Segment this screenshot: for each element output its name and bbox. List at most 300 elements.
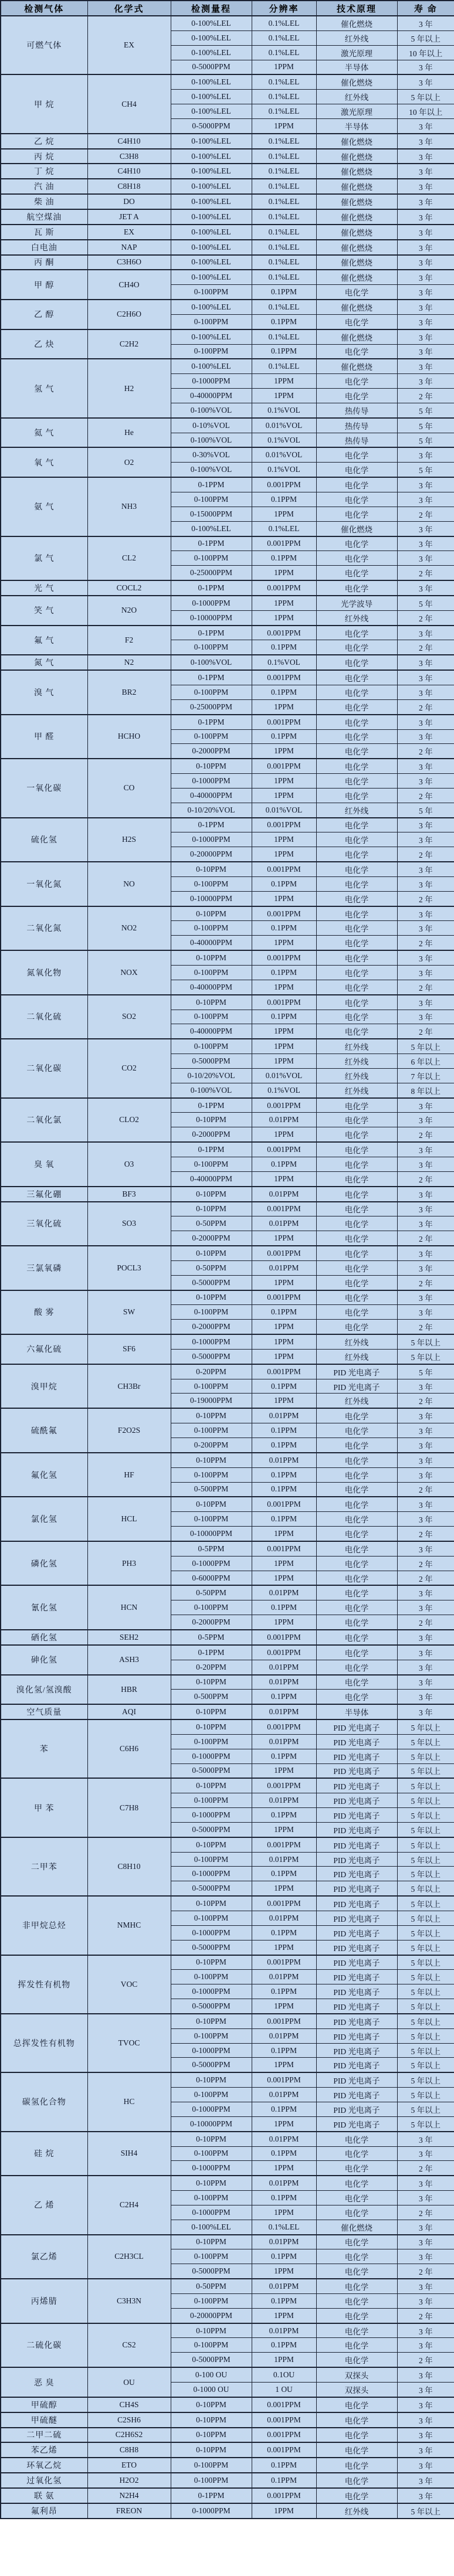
principle-cell: 热传导: [316, 418, 397, 433]
range-cell: 0-1PPM: [171, 715, 252, 729]
range-cell: 0-20PPM: [171, 1660, 252, 1674]
range-cell: 0-2000PPM: [171, 1231, 252, 1246]
formula-cell: OU: [87, 2367, 171, 2397]
range-cell: 0-1PPM: [171, 536, 252, 551]
range-cell: 0-1000PPM: [171, 2102, 252, 2116]
range-cell: 0-100%LEL: [171, 16, 252, 30]
table-row: [1, 1630, 454, 1645]
lifespan-cell: 2 年: [397, 507, 454, 521]
range-cell: 0-100%LEL: [171, 521, 252, 536]
table-row: [1, 1585, 454, 1600]
resolution-cell: 0.1PPM: [252, 2338, 316, 2353]
range-cell: 0-100%LEL: [171, 134, 252, 149]
principle-cell: 电化学: [316, 2488, 397, 2503]
resolution-cell: 0.1%LEL: [252, 134, 316, 149]
gas-name-cell: 氢 气: [1, 359, 87, 417]
lifespan-cell: 2 年: [397, 891, 454, 906]
range-cell: 0-10PPM: [171, 2132, 252, 2146]
formula-cell: N2H4: [87, 2488, 171, 2503]
range-cell: 0-1000PPM: [171, 2043, 252, 2058]
formula-cell: DO: [87, 194, 171, 209]
lifespan-cell: 3 年: [397, 715, 454, 729]
resolution-cell: 0.1PPM: [252, 1010, 316, 1024]
gas-name-cell: 甲硫醚: [1, 2412, 87, 2428]
gas-name-cell: 柴 油: [1, 194, 87, 209]
gas-name-cell: 氯化氢: [1, 1497, 87, 1541]
range-cell: 0-100PPM: [171, 729, 252, 744]
principle-cell: 电化学: [316, 1556, 397, 1571]
resolution-cell: 1PPM: [252, 1275, 316, 1290]
formula-cell: TVOC: [87, 2014, 171, 2072]
lifespan-cell: 5 年: [397, 403, 454, 417]
gas-name-cell: 碳氢化合物: [1, 2072, 87, 2131]
range-cell: 0-100%LEL: [171, 45, 252, 60]
formula-cell: CLO2: [87, 1098, 171, 1143]
principle-cell: 电化学: [316, 699, 397, 714]
lifespan-cell: 3 年: [397, 1246, 454, 1260]
resolution-cell: 0.1PPM: [252, 685, 316, 699]
resolution-cell: 0.01PPM: [252, 1970, 316, 1984]
gas-name-cell: 乙 醇: [1, 300, 87, 329]
formula-cell: POCL3: [87, 1246, 171, 1290]
principle-cell: 电化学: [316, 1216, 397, 1231]
table-row: [1, 906, 454, 921]
resolution-cell: 0.001PPM: [252, 670, 316, 685]
lifespan-cell: 3 年: [397, 670, 454, 685]
principle-cell: 电化学: [316, 374, 397, 389]
range-cell: 0-100%VOL: [171, 403, 252, 417]
range-cell: 0-20000PPM: [171, 2308, 252, 2323]
table-row: [1, 1955, 454, 1970]
principle-cell: 电化学: [316, 640, 397, 655]
range-cell: 0-100PPM: [171, 1512, 252, 1527]
gas-name-cell: 硫化氢: [1, 818, 87, 862]
principle-cell: 激光原理: [316, 104, 397, 119]
formula-cell: H2S: [87, 818, 171, 862]
formula-cell: C2H6S2: [87, 2428, 171, 2443]
resolution-cell: 0.1PPM: [252, 1512, 316, 1527]
resolution-cell: 0.1PPM: [252, 966, 316, 980]
gas-name-cell: 汽 油: [1, 179, 87, 194]
lifespan-cell: 3 年: [397, 1541, 454, 1556]
resolution-cell: 1PPM: [252, 744, 316, 759]
resolution-cell: 1PPM: [252, 2308, 316, 2323]
principle-cell: 电化学: [316, 744, 397, 759]
range-cell: 0-100%LEL: [171, 225, 252, 240]
lifespan-cell: 5 年以上: [397, 1984, 454, 1999]
resolution-cell: 0.1PPM: [252, 1867, 316, 1881]
lifespan-cell: 3 年: [397, 1600, 454, 1615]
gas-name-cell: 甲 醇: [1, 270, 87, 300]
resolution-cell: 0.01PPM: [252, 1675, 316, 1690]
range-cell: 0-100PPM: [171, 1467, 252, 1482]
resolution-cell: 1PPM: [252, 1231, 316, 1246]
lifespan-cell: 3 年: [397, 285, 454, 300]
lifespan-cell: 3 年: [397, 1260, 454, 1275]
principle-cell: PID 光电离子: [316, 1852, 397, 1867]
range-cell: 0-40000PPM: [171, 1171, 252, 1186]
resolution-cell: 0.1PPM: [252, 1467, 316, 1482]
resolution-cell: 0.001PPM: [252, 1142, 316, 1157]
lifespan-cell: 3 年: [397, 1216, 454, 1231]
gas-name-cell: 空气质量: [1, 1704, 87, 1719]
principle-cell: PID 光电离子: [316, 1749, 397, 1763]
lifespan-cell: 3 年: [397, 344, 454, 359]
range-cell: 0-1PPM: [171, 818, 252, 832]
lifespan-cell: 2 年: [397, 610, 454, 625]
range-cell: 0-30%VOL: [171, 447, 252, 462]
resolution-cell: 0.001PPM: [252, 1719, 316, 1734]
range-cell: 0-2000PPM: [171, 1320, 252, 1334]
lifespan-cell: 3 年: [397, 240, 454, 255]
gas-name-cell: 溴甲烷: [1, 1364, 87, 1409]
lifespan-cell: 3 年: [397, 2458, 454, 2473]
principle-cell: 电化学: [316, 2308, 397, 2323]
table-row: [1, 2072, 454, 2087]
range-cell: 0-10PPM: [171, 1113, 252, 1127]
range-cell: 0-1PPM: [171, 1142, 252, 1157]
table-row: [1, 670, 454, 685]
gas-name-cell: 总挥发性有机物: [1, 2014, 87, 2072]
table-row: [1, 240, 454, 255]
gas-name-cell: 恶 臭: [1, 2367, 87, 2397]
gas-name-cell: 氧 气: [1, 447, 87, 477]
formula-cell: NMHC: [87, 1896, 171, 1955]
range-cell: 0-10/20%VOL: [171, 803, 252, 817]
principle-cell: 电化学: [316, 1467, 397, 1482]
resolution-cell: 0.01PPM: [252, 1734, 316, 1749]
formula-cell: CH4S: [87, 2397, 171, 2412]
lifespan-cell: 3 年: [397, 2249, 454, 2264]
lifespan-cell: 5 年以上: [397, 1940, 454, 1955]
lifespan-cell: 2 年: [397, 980, 454, 994]
lifespan-cell: 3 年: [397, 1497, 454, 1511]
resolution-cell: 1PPM: [252, 847, 316, 862]
range-cell: 0-1000PPM: [171, 2205, 252, 2220]
principle-cell: 电化学: [316, 774, 397, 789]
resolution-cell: 0.1%VOL: [252, 463, 316, 477]
resolution-cell: 0.1PPM: [252, 1600, 316, 1615]
principle-cell: 催化燃烧: [316, 270, 397, 284]
principle-cell: 电化学: [316, 847, 397, 862]
formula-cell: C3H6O: [87, 255, 171, 270]
lifespan-cell: 3 年: [397, 314, 454, 329]
range-cell: 0-5000PPM: [171, 1999, 252, 2014]
lifespan-cell: 3 年: [397, 2323, 454, 2338]
resolution-cell: 0.001PPM: [252, 1896, 316, 1911]
formula-cell: FREON: [87, 2503, 171, 2519]
lifespan-cell: 3 年: [397, 1512, 454, 1527]
gas-name-cell: 氟 气: [1, 626, 87, 655]
resolution-cell: 0.1PPM: [252, 2249, 316, 2264]
lifespan-cell: 5 年以上: [397, 1793, 454, 1808]
range-cell: 0-10000PPM: [171, 1527, 252, 1541]
resolution-cell: 0.1PPM: [252, 1808, 316, 1823]
range-cell: 0-1000PPM: [171, 1925, 252, 1940]
gas-name-cell: 二氧化氯: [1, 1098, 87, 1143]
principle-cell: PID 光电离子: [316, 1793, 397, 1808]
principle-cell: 催化燃烧: [316, 240, 397, 255]
resolution-cell: 1PPM: [252, 1320, 316, 1334]
table-row: [1, 1364, 454, 1379]
table-row: [1, 862, 454, 876]
lifespan-cell: 2 年: [397, 2264, 454, 2279]
lifespan-cell: 5 年以上: [397, 2503, 454, 2519]
principle-cell: 电化学: [316, 551, 397, 566]
formula-cell: JET A: [87, 209, 171, 225]
table-row: [1, 74, 454, 89]
principle-cell: 电化学: [316, 1275, 397, 1290]
table-row: [1, 1290, 454, 1305]
resolution-cell: 0.1PPM: [252, 1157, 316, 1171]
range-cell: 0-100PPM: [171, 1793, 252, 1808]
range-cell: 0-10PPM: [171, 2072, 252, 2087]
principle-cell: 半导体: [316, 60, 397, 74]
table-row: [1, 447, 454, 462]
resolution-cell: 0.001PPM: [252, 1246, 316, 1260]
table-row: [1, 2428, 454, 2443]
lifespan-cell: 3 年: [397, 1290, 454, 1305]
resolution-cell: 0.1%VOL: [252, 403, 316, 417]
range-cell: 0-100%LEL: [171, 300, 252, 314]
lifespan-cell: 3 年: [397, 1423, 454, 1438]
principle-cell: PID 光电离子: [316, 2072, 397, 2087]
formula-cell: C7H8: [87, 1778, 171, 1837]
table-row: [1, 1675, 454, 1690]
principle-cell: 电化学: [316, 447, 397, 462]
gas-name-cell: 三氧化硫: [1, 1202, 87, 1246]
lifespan-cell: 3 年: [397, 2235, 454, 2249]
range-cell: 0-1000PPM: [171, 1808, 252, 1823]
table-row: [1, 1246, 454, 1260]
principle-cell: PID 光电离子: [316, 2058, 397, 2072]
resolution-cell: 1PPM: [252, 788, 316, 803]
lifespan-cell: 5 年以上: [397, 2014, 454, 2028]
lifespan-cell: 3 年: [397, 2367, 454, 2382]
resolution-cell: 1PPM: [252, 2205, 316, 2220]
resolution-cell: 0.1PPM: [252, 2458, 316, 2473]
range-cell: 0-1000PPM: [171, 374, 252, 389]
principle-cell: 电化学: [316, 950, 397, 965]
range-cell: 0-1PPM: [171, 626, 252, 640]
resolution-cell: 1PPM: [252, 1940, 316, 1955]
formula-cell: HBR: [87, 1675, 171, 1705]
resolution-cell: 0.1PPM: [252, 2473, 316, 2488]
gas-name-cell: 氨 气: [1, 477, 87, 536]
principle-cell: 电化学: [316, 2338, 397, 2353]
gas-name-cell: 二甲二硫: [1, 2428, 87, 2443]
gas-name-cell: 二氧化碳: [1, 1039, 87, 1097]
principle-cell: 电化学: [316, 1187, 397, 1202]
resolution-cell: 1PPM: [252, 1556, 316, 1571]
range-cell: 0-5000PPM: [171, 1881, 252, 1896]
range-cell: 0-100PPM: [171, 2249, 252, 2264]
table-row: [1, 1408, 454, 1423]
resolution-cell: 0.01PPM: [252, 1585, 316, 1600]
resolution-cell: 0.1PPM: [252, 876, 316, 891]
lifespan-cell: 5 年以上: [397, 1763, 454, 1778]
resolution-cell: 1PPM: [252, 1527, 316, 1541]
range-cell: 0-100PPM: [171, 2088, 252, 2102]
lifespan-cell: 3 年: [397, 1704, 454, 1719]
range-cell: 0-100%LEL: [171, 30, 252, 45]
resolution-cell: 1PPM: [252, 1039, 316, 1053]
range-cell: 0-40000PPM: [171, 980, 252, 994]
formula-cell: F2O2S: [87, 1408, 171, 1453]
principle-cell: 电化学: [316, 2176, 397, 2190]
gas-name-cell: 瓦 斯: [1, 225, 87, 240]
range-cell: 0-1000PPM: [171, 774, 252, 789]
range-cell: 0-100PPM: [171, 1010, 252, 1024]
resolution-cell: 1PPM: [252, 1349, 316, 1364]
table-row: [1, 536, 454, 551]
range-cell: 0-50PPM: [171, 1216, 252, 1231]
range-cell: 0-10%VOL: [171, 418, 252, 433]
lifespan-cell: 3 年: [397, 2428, 454, 2443]
resolution-cell: 0.1PPM: [252, 314, 316, 329]
principle-cell: PID 光电离子: [316, 2043, 397, 2058]
gas-name-cell: 丙 酮: [1, 255, 87, 270]
lifespan-cell: 5 年以上: [397, 1911, 454, 1926]
table-row: [1, 179, 454, 194]
principle-cell: 电化学: [316, 862, 397, 876]
resolution-cell: 1PPM: [252, 1127, 316, 1142]
principle-cell: PID 光电离子: [316, 1911, 397, 1926]
principle-cell: 催化燃烧: [316, 134, 397, 149]
lifespan-cell: 2 年: [397, 847, 454, 862]
table-row: [1, 2503, 454, 2519]
lifespan-cell: 3 年: [397, 2279, 454, 2293]
principle-cell: 电化学: [316, 285, 397, 300]
lifespan-cell: 2 年: [397, 2353, 454, 2367]
table-row: [1, 134, 454, 149]
table-row: [1, 1453, 454, 1467]
gas-name-cell: 氮氧化物: [1, 950, 87, 995]
resolution-cell: 0.01%VOL: [252, 418, 316, 433]
principle-cell: PID 光电离子: [316, 1999, 397, 2014]
lifespan-cell: 5 年以上: [397, 1334, 454, 1349]
lifespan-cell: 2 年: [397, 788, 454, 803]
formula-cell: N2: [87, 655, 171, 670]
principle-cell: 红外线: [316, 1083, 397, 1097]
lifespan-cell: 2 年: [397, 2205, 454, 2220]
principle-cell: 电化学: [316, 1305, 397, 1320]
principle-cell: 电化学: [316, 2458, 397, 2473]
gas-name-cell: 溴 气: [1, 670, 87, 715]
resolution-cell: 0.001PPM: [252, 1645, 316, 1660]
resolution-cell: 0.001PPM: [252, 2442, 316, 2458]
lifespan-cell: 3 年: [397, 1467, 454, 1482]
range-cell: 0-100%LEL: [171, 164, 252, 179]
resolution-cell: 0.1OU: [252, 2367, 316, 2382]
resolution-cell: 0.1PPM: [252, 1379, 316, 1394]
formula-cell: H2O2: [87, 2473, 171, 2488]
principle-cell: PID 光电离子: [316, 1822, 397, 1837]
resolution-cell: 0.1%LEL: [252, 45, 316, 60]
formula-cell: C8H18: [87, 179, 171, 194]
range-cell: 0-20PPM: [171, 1364, 252, 1379]
formula-cell: ASH3: [87, 1645, 171, 1675]
resolution-cell: 0.1PPM: [252, 2043, 316, 2058]
gas-name-cell: 氮 气: [1, 655, 87, 670]
range-cell: 0-10PPM: [171, 1896, 252, 1911]
resolution-cell: 0.01PPM: [252, 1660, 316, 1674]
lifespan-cell: 3 年: [397, 225, 454, 240]
principle-cell: 红外线: [316, 1039, 397, 1053]
formula-cell: CH3Br: [87, 1364, 171, 1409]
range-cell: 0-100PPM: [171, 685, 252, 699]
principle-cell: 红外线: [316, 1394, 397, 1408]
principle-cell: PID 光电离子: [316, 1808, 397, 1823]
gas-name-cell: 氟利昂: [1, 2503, 87, 2519]
gas-name-cell: 可燃气体: [1, 16, 87, 74]
resolution-cell: 0.001PPM: [252, 818, 316, 832]
lifespan-cell: 3 年: [397, 966, 454, 980]
principle-cell: 电化学: [316, 1527, 397, 1541]
lifespan-cell: 3 年: [397, 2473, 454, 2488]
resolution-cell: 0.1PPM: [252, 1423, 316, 1438]
gas-name-cell: 丙烯腈: [1, 2279, 87, 2323]
table-row: [1, 2458, 454, 2473]
lifespan-cell: 5 年以上: [397, 2058, 454, 2072]
range-cell: 0-5PPM: [171, 1630, 252, 1645]
lifespan-cell: 5 年: [397, 1364, 454, 1379]
lifespan-cell: 5 年以上: [397, 2102, 454, 2116]
principle-cell: 电化学: [316, 1660, 397, 1674]
principle-cell: 电化学: [316, 1512, 397, 1527]
principle-cell: 电化学: [316, 1600, 397, 1615]
lifespan-cell: 3 年: [397, 1453, 454, 1467]
formula-cell: H2: [87, 359, 171, 417]
table-row: [1, 477, 454, 492]
principle-cell: PID 光电离子: [316, 1837, 397, 1852]
principle-cell: 电化学: [316, 2205, 397, 2220]
gas-name-cell: 氦 气: [1, 418, 87, 448]
col-header-range: 检测量程: [171, 1, 252, 16]
range-cell: 0-10PPM: [171, 1290, 252, 1305]
resolution-cell: 0.1PPM: [252, 2191, 316, 2205]
resolution-cell: 0.1PPM: [252, 729, 316, 744]
range-cell: 0-1PPM: [171, 477, 252, 492]
range-cell: 0-1000 OU: [171, 2383, 252, 2397]
range-cell: 0-100PPM: [171, 314, 252, 329]
resolution-cell: 0.1PPM: [252, 1305, 316, 1320]
gas-name-cell: 环氧乙烷: [1, 2458, 87, 2473]
lifespan-cell: 8 年以上: [397, 1083, 454, 1097]
table-row: [1, 1896, 454, 1911]
lifespan-cell: 5 年以上: [397, 1822, 454, 1837]
range-cell: 0-100PPM: [171, 1911, 252, 1926]
lifespan-cell: 5 年以上: [397, 1349, 454, 1364]
lifespan-cell: 2 年: [397, 1275, 454, 1290]
range-cell: 0-5000PPM: [171, 1822, 252, 1837]
resolution-cell: 0.1%LEL: [252, 90, 316, 104]
range-cell: 0-100PPM: [171, 1039, 252, 1053]
range-cell: 0-100%LEL: [171, 149, 252, 164]
lifespan-cell: 5 年以上: [397, 1955, 454, 1970]
resolution-cell: 0.01PPM: [252, 1453, 316, 1467]
principle-cell: 电化学: [316, 314, 397, 329]
lifespan-cell: 5 年以上: [397, 1999, 454, 2014]
principle-cell: 电化学: [316, 788, 397, 803]
principle-cell: 电化学: [316, 1024, 397, 1039]
range-cell: 0-100PPM: [171, 1305, 252, 1320]
range-cell: 0-100%LEL: [171, 74, 252, 89]
formula-cell: SIH4: [87, 2132, 171, 2176]
resolution-cell: 0.1PPM: [252, 921, 316, 936]
range-cell: 0-100%LEL: [171, 2220, 252, 2234]
resolution-cell: 1PPM: [252, 699, 316, 714]
